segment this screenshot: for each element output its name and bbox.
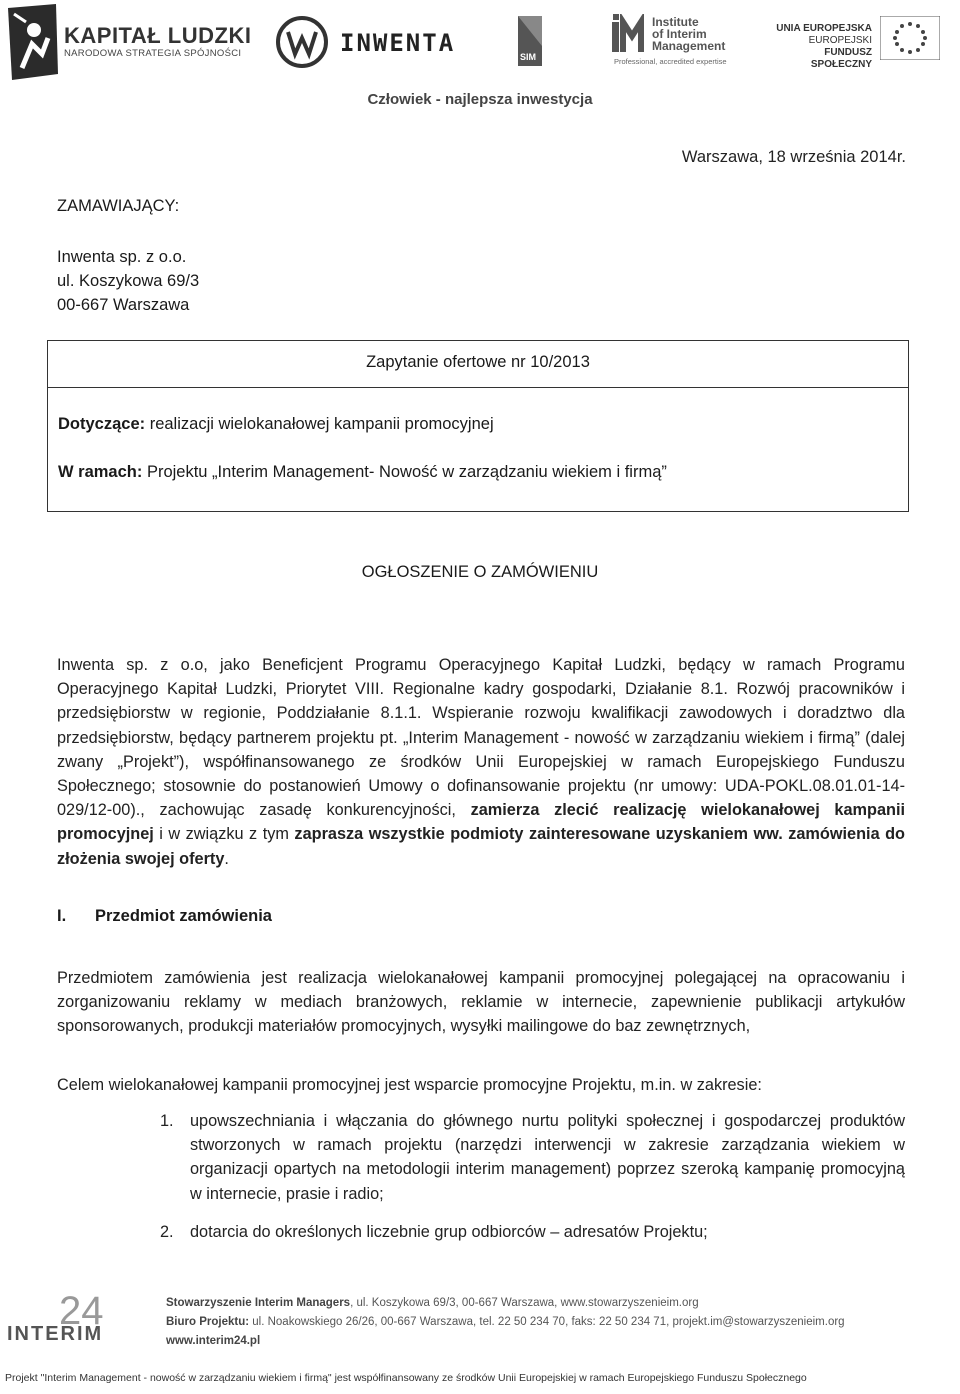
inwenta-emblem-icon bbox=[276, 16, 328, 68]
ordering-party-street: ul. Koszykowa 69/3 bbox=[57, 272, 200, 290]
project-line: W ramach: Projektu „Interim Management- Nowość w zarządzaniu wiekiem i firmą” bbox=[58, 463, 667, 481]
iim-logo: Institute of Interim Management bbox=[652, 15, 726, 53]
footer-line-office: Biuro Projektu: ul. Noakowskiego 26/26, 00-667 Warszawa, tel. 22 50 234 70, faks: 22 50 234 71, projekt.im@stowarzyszenieim.org bbox=[166, 1316, 845, 1328]
section-paragraph: Przedmiotem zamówienia jest realizacja wielokanałowej kampanii promocyjnej polegającej na opracowaniu i zorganizowaniu reklamy w mediach branżowych, reklamie w internecie, zapewnienie publikacji artykułów sponsorowanych, produkcji materiałów promocyjnych, wysyłki mailingowe do baz zewnętrznych, bbox=[57, 969, 905, 1036]
kapital-ludzki-logo: KAPITAŁ LUDZKI NARODOWA STRATEGIA SPÓJNOŚCI bbox=[64, 23, 252, 59]
footer-cofinancing-note: Projekt "Interim Management - nowość w zarządzaniu wiekiem i firmą" jest współfinansowany ze środków Unii Europejskiej w ramach Europejskiego Funduszu Społecznego bbox=[5, 1372, 807, 1384]
section-heading: I. Przedmiot zamówienia bbox=[57, 907, 272, 925]
ordering-party-name: Inwenta sp. z o.o. bbox=[57, 248, 187, 266]
interim24-logo-text: INTERIM bbox=[7, 1323, 104, 1345]
goal-paragraph: Celem wielokanałowej kampanii promocyjnej jest wsparcie promocyjne Projektu, m.in. w zakresie: bbox=[57, 1076, 762, 1094]
list-item: 1. upowszechniania i włączania do głównego nurtu polityki społecznej i gospodarczej produktów stworzonych w ramach projektu (narzędzi interwencji w zakresie zarządzania wiekiem w organizacji opartych na metodologii interim management) poprzez szeroką kampanię promocyjną w internecie, prasie i radio; bbox=[160, 1112, 905, 1203]
ordering-party-label: ZAMAWIAJĄCY: bbox=[57, 197, 180, 215]
concerning-line: Dotyczące: realizacji wielokanałowej kampanii promocyjnej bbox=[58, 415, 494, 433]
ordering-party-address bbox=[57, 245, 199, 317]
iim-logo-icon bbox=[612, 14, 650, 54]
intro-paragraph: Inwenta sp. z o.o, jako Beneficjent Programu Operacyjnego Kapitał Ludzki, będący w ramach Programu Operacyjnego Kapitał Ludzki, Priorytet VIII. Regionalne kadry gospodarki, Działanie 8.1. Rozwój pracowników i przedsiębiorstw w regionie, Poddziałanie 8.1.1. Wspieranie rozwoju kwalifikacji zawodowych i doradztwo dla przedsiębiorstw, będący partnerem projektu pt. „Interim Management - nowość w zarządzaniu wiekiem i firmą” (dalej zwany „Projekt”), współfinansowanego ze środków Unii Europejskiej w ramach Europejskiego Funduszu Społecznego; stosownie do postanowień Umowy o dofinansowanie projektu (nr umowy: UDA-POKL.08.01.01-14-029/12-00)., zachowując zasadę konkurencyjności, zamierza zlecić realizację wielokanałowej kampanii promocyjnej i w związku z tym zaprasza wszystkie podmioty zainteresowane uzyskaniem ww. zamówienia do złożenia swojej oferty. bbox=[57, 656, 905, 868]
inquiry-title: Zapytanie ofertowe nr 10/2013 bbox=[48, 341, 908, 388]
footer-line-association: Stowarzyszenie Interim Managers, ul. Koszykowa 69/3, 00-667 Warszawa, www.stowarzyszenieim.org bbox=[166, 1297, 699, 1309]
goal-list bbox=[160, 1109, 905, 1258]
footer-info bbox=[166, 1294, 845, 1351]
header-logos bbox=[0, 0, 960, 90]
inwenta-logo: INWENTA bbox=[340, 29, 456, 57]
interim24-logo-number: 24 bbox=[59, 1290, 104, 1333]
ordering-party-city: 00-667 Warszawa bbox=[57, 296, 190, 314]
document-date: Warszawa, 18 września 2014r. bbox=[681, 148, 906, 166]
announcement-title: OGŁOSZENIE O ZAMÓWIENIU bbox=[361, 563, 599, 581]
kapital-ludzki-emblem-icon bbox=[6, 4, 60, 80]
sim-logo: SIM bbox=[520, 52, 537, 62]
iim-tagline: Professional, accredited expertise bbox=[614, 57, 727, 66]
ue-logo-text: UNIA EUROPEJSKA EUROPEJSKI FUNDUSZ SPOŁECZNY bbox=[776, 23, 872, 70]
interim24-logo bbox=[5, 1290, 145, 1350]
inquiry-box bbox=[47, 340, 909, 512]
slogan: Człowiek - najlepsza inwestycja bbox=[367, 91, 593, 108]
footer-website[interactable]: www.interim24.pl bbox=[166, 1335, 261, 1347]
eu-flag-icon bbox=[880, 16, 940, 60]
list-item: 2. dotarcia do określonych liczebnie grup odbiorców – adresatów Projektu; bbox=[160, 1222, 708, 1241]
